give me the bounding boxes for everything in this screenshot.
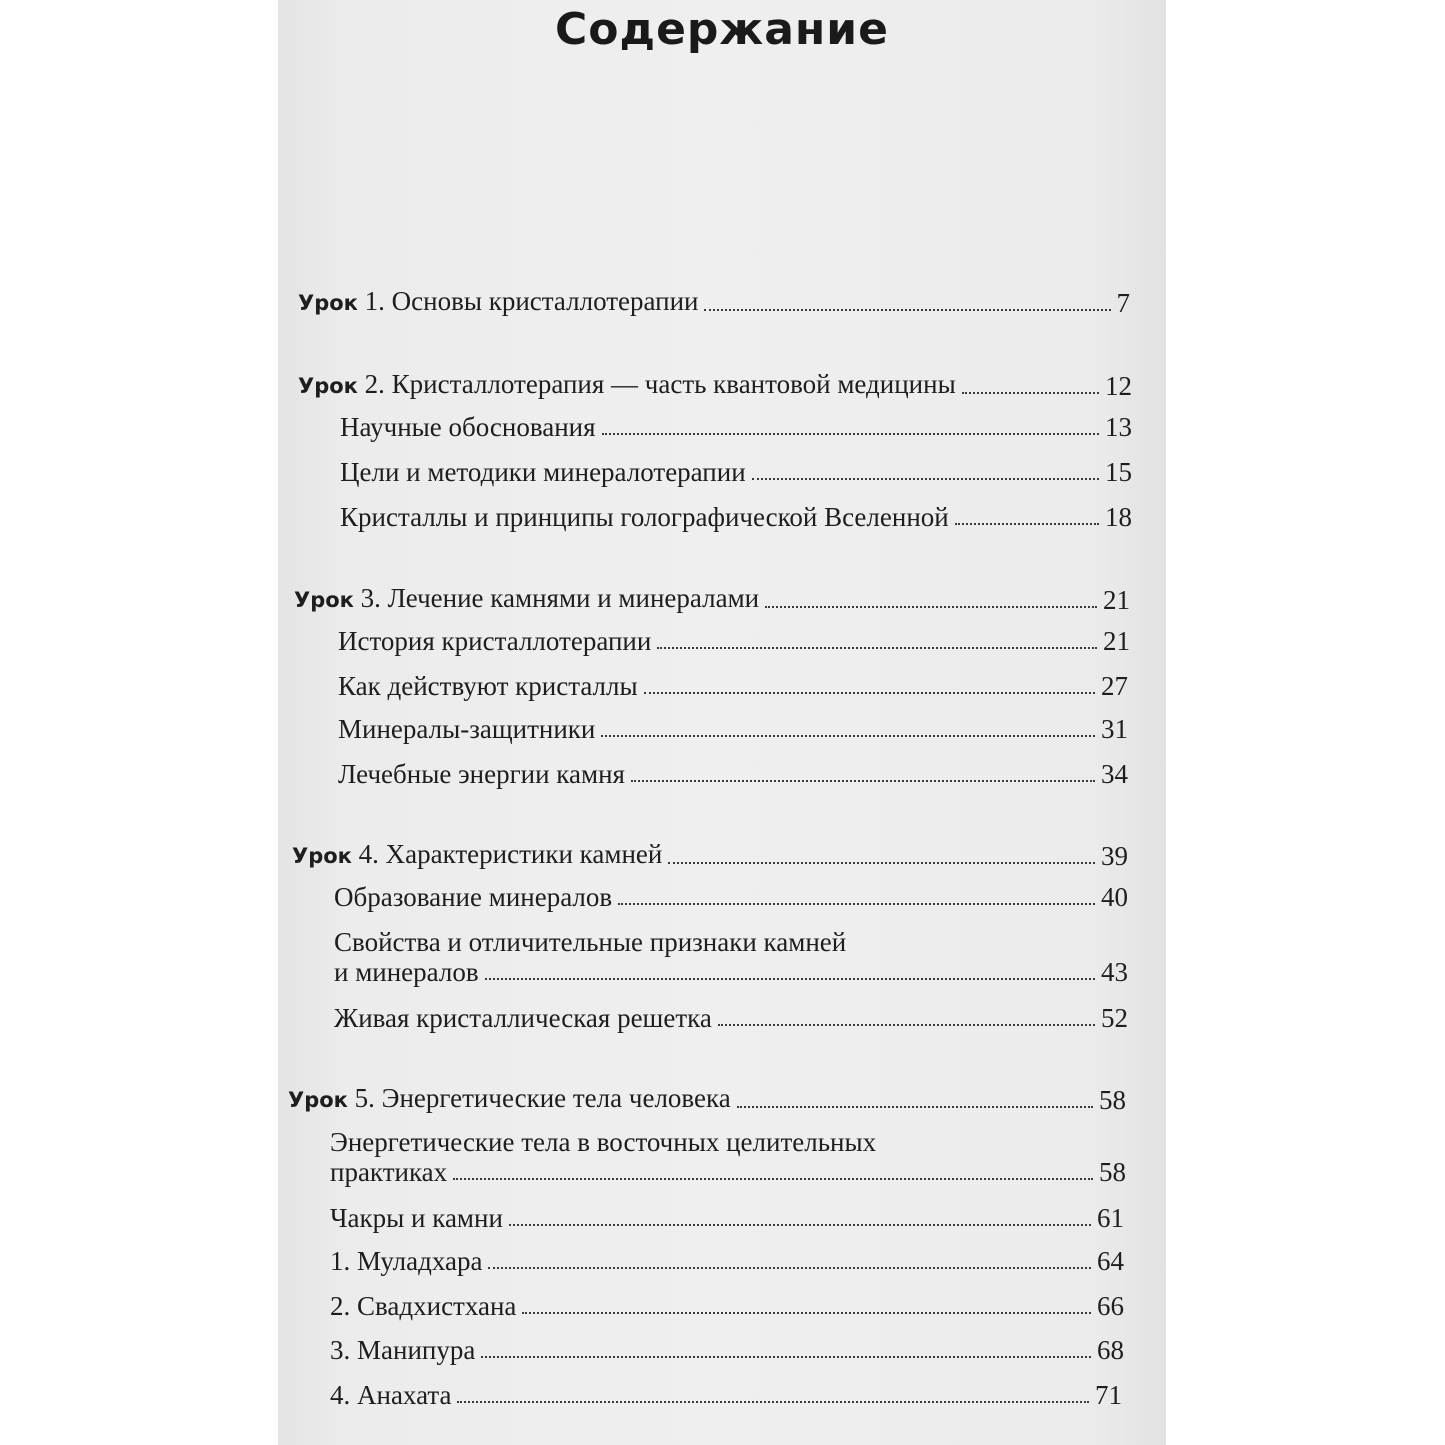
toc-item[interactable] — [340, 502, 1132, 532]
toc-entry-text: Минералы-защитники — [338, 714, 596, 744]
page-number: 12 — [1105, 371, 1132, 401]
toc-entry-text: 1. Муладхара — [330, 1246, 483, 1276]
dot-leader — [752, 478, 1099, 480]
toc-item[interactable] — [338, 759, 1128, 789]
toc-item[interactable] — [338, 626, 1130, 656]
dot-leader — [509, 1224, 1091, 1226]
dot-leader — [601, 735, 1095, 737]
page-number: 40 — [1101, 882, 1128, 912]
toc-entry-text: Образование минералов — [334, 882, 613, 912]
toc-entry-text: Цели и методики минералотерапии — [340, 457, 746, 487]
page-number: 58 — [1099, 1085, 1126, 1115]
page-number: 21 — [1103, 585, 1130, 615]
page-number: 27 — [1101, 671, 1128, 701]
toc-entry-text: . Кристаллотерапия — часть квантовой медицины — [378, 369, 956, 399]
page-number: 68 — [1097, 1335, 1124, 1365]
dot-leader — [718, 1024, 1095, 1026]
page-number: 71 — [1095, 1380, 1122, 1410]
toc-item[interactable] — [330, 1246, 1124, 1276]
page-number: 64 — [1097, 1246, 1124, 1276]
page-number: 21 — [1103, 626, 1130, 656]
page-number: 61 — [1097, 1203, 1124, 1233]
toc-item[interactable] — [338, 714, 1128, 744]
toc-item[interactable] — [330, 1127, 1126, 1187]
dot-leader — [488, 1267, 1091, 1269]
dot-leader — [457, 1401, 1089, 1403]
toc-entry-text: Свойства и отличительные признаки камней — [334, 927, 847, 957]
dot-leader — [485, 978, 1095, 980]
page-number: 18 — [1105, 502, 1132, 532]
lesson-word: Урок — [298, 291, 358, 315]
page-number: 43 — [1101, 957, 1128, 987]
page-number: 52 — [1101, 1003, 1128, 1033]
lesson-number: 1 — [364, 286, 379, 316]
toc-item[interactable] — [330, 1203, 1124, 1233]
lesson-number: 2 — [364, 369, 379, 399]
toc-lesson-2[interactable] — [298, 369, 1132, 401]
dot-leader — [737, 1106, 1093, 1108]
page-number: 66 — [1097, 1291, 1124, 1321]
toc-item[interactable] — [334, 927, 1128, 987]
toc-item[interactable] — [340, 412, 1132, 442]
toc-entry-text: Лечебные энергии камня — [338, 759, 625, 789]
toc-entry-text: Кристаллы и принципы голографической Вселенной — [340, 502, 949, 532]
toc-item[interactable] — [338, 671, 1128, 701]
toc-entry-text: 2. Свадхистхана — [330, 1291, 517, 1321]
dot-leader — [602, 433, 1099, 435]
table-of-contents — [278, 0, 1166, 1445]
toc-item[interactable] — [334, 882, 1128, 912]
toc-entry-text: . Лечение камнями и минералами — [374, 583, 760, 613]
toc-entry-text: Энергетические тела в восточных целительных — [330, 1127, 877, 1157]
toc-entry-text: . Основы кристаллотерапии — [378, 286, 699, 316]
page-title: Содержание — [555, 4, 889, 55]
page-number: 58 — [1099, 1157, 1126, 1187]
dot-leader — [631, 780, 1095, 782]
toc-lesson-1[interactable] — [298, 286, 1130, 318]
page-number: 15 — [1105, 457, 1132, 487]
toc-entry-text: Чакры и камни — [330, 1203, 503, 1233]
toc-item[interactable] — [330, 1380, 1122, 1410]
toc-lesson-4[interactable] — [292, 839, 1128, 871]
toc-item[interactable] — [334, 1003, 1128, 1033]
book-page — [278, 0, 1166, 1445]
toc-entry-text: . Энергетические тела человека — [368, 1083, 731, 1113]
lesson-number: 4 — [358, 839, 373, 869]
dot-leader — [668, 862, 1095, 864]
lesson-word: Урок — [292, 844, 352, 868]
toc-entry-text: 3. Манипура — [330, 1335, 476, 1365]
toc-lesson-5[interactable] — [288, 1083, 1126, 1115]
page-number: 13 — [1105, 412, 1132, 442]
dot-leader — [955, 523, 1099, 525]
toc-entry-text-continued: и минералов — [334, 957, 479, 987]
lesson-word: Урок — [298, 374, 358, 398]
toc-entry-text: Как действуют кристаллы — [338, 671, 638, 701]
page-number: 34 — [1101, 759, 1128, 789]
dot-leader — [704, 309, 1110, 311]
dot-leader — [657, 647, 1097, 649]
dot-leader — [644, 692, 1095, 694]
page-number: 39 — [1101, 841, 1128, 871]
toc-entry-text: . Характеристики камней — [372, 839, 663, 869]
lesson-word: Урок — [288, 1088, 348, 1112]
toc-entry-text: 4. Анахата — [330, 1380, 452, 1410]
dot-leader — [453, 1178, 1093, 1180]
lesson-number: 3 — [360, 583, 375, 613]
dot-leader — [522, 1312, 1091, 1314]
dot-leader — [618, 903, 1095, 905]
toc-lesson-3[interactable] — [294, 583, 1130, 615]
lesson-number: 5 — [354, 1083, 369, 1113]
toc-item[interactable] — [330, 1291, 1124, 1321]
toc-entry-text: Научные обоснования — [340, 412, 596, 442]
dot-leader — [765, 606, 1097, 608]
dot-leader — [481, 1356, 1091, 1358]
page-number: 31 — [1101, 714, 1128, 744]
lesson-word: Урок — [294, 588, 354, 612]
toc-entry-text: История кристаллотерапии — [338, 626, 652, 656]
toc-entry-text-continued: практиках — [330, 1157, 448, 1187]
toc-item[interactable] — [340, 457, 1132, 487]
toc-item[interactable] — [330, 1335, 1124, 1365]
page-number: 7 — [1116, 288, 1130, 318]
toc-entry-text: Живая кристаллическая решетка — [334, 1003, 712, 1033]
dot-leader — [962, 392, 1099, 394]
